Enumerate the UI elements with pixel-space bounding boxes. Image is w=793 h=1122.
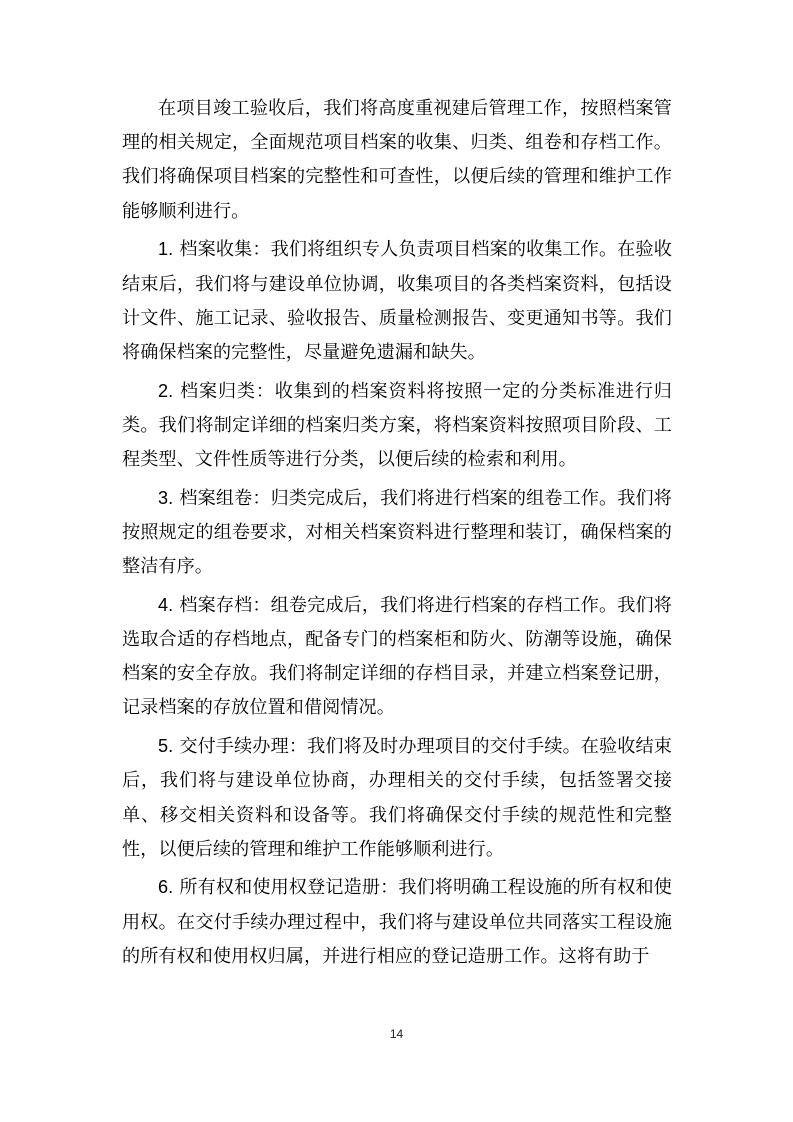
section-number: 4. [158,594,174,615]
section-number: 3. [158,487,174,508]
document-body [122,92,672,978]
section-number: 2. [158,380,174,401]
section-text: 档案收集：我们将组织专人负责项目档案的收集工作。在验收结束后，我们将与建设单位协调，收集项目的各类档案资料，包括设计文件、施工记录、验收报告、质量检测报告、变更通知书等。我们将确保档案的完整性，尽量避免遗漏和缺失。 [122,239,672,363]
section-text: 所有权和使用权登记造册：我们将明确工程设施的所有权和使用权。在交付手续办理过程中，我们将与建设单位共同落实工程设施的所有权和使用权归属，并进行相应的登记造册工作。这将有助于 [122,877,672,967]
section-text: 档案存档：组卷完成后，我们将进行档案的存档工作。我们将选取合适的存档地点，配备专门的档案柜和防火、防潮等设施，确保档案的安全存放。我们将制定详细的存档目录，并建立档案登记册，记录档案的存放位置和借阅情况。 [122,594,672,719]
section-text: 档案组卷：归类完成后，我们将进行档案的组卷工作。我们将按照规定的组卷要求，对相关档案资料进行整理和装订，确保档案的整洁有序。 [122,487,672,578]
section-paragraph-6 [122,870,672,974]
page-number: 14 [389,1027,404,1041]
section-text: 档案归类：收集到的档案资料将按照一定的分类标准进行归类。我们将制定详细的档案归类方案，将档案资料按照项目阶段、工程类型、文件性质等进行分类，以便后续的检索和利用。 [122,380,672,471]
section-paragraph-2 [122,374,672,478]
section-paragraph-1 [122,232,672,370]
section-number: 5. [158,736,174,757]
section-text: 交付手续办理：我们将及时办理项目的交付手续。在验收结束后，我们将与建设单位协商，办理相关的交付手续，包括签署交接单、移交相关资料和设备等。我们将确保交付手续的规范性和完整性，以便后续的管理和维护工作能够顺利进行。 [122,736,672,860]
section-number: 6. [158,877,174,898]
section-paragraph-4 [122,588,672,726]
section-paragraph-5 [122,729,672,867]
section-paragraph-3 [122,481,672,585]
intro-paragraph: 在项目竣工验收后，我们将高度重视建后管理工作，按照档案管理的相关规定，全面规范项目档案的收集、归类、组卷和存档工作。我们将确保项目档案的完整性和可查性，以便后续的管理和维护工作能够顺利进行。 [122,98,672,222]
section-number: 1. [158,239,174,260]
